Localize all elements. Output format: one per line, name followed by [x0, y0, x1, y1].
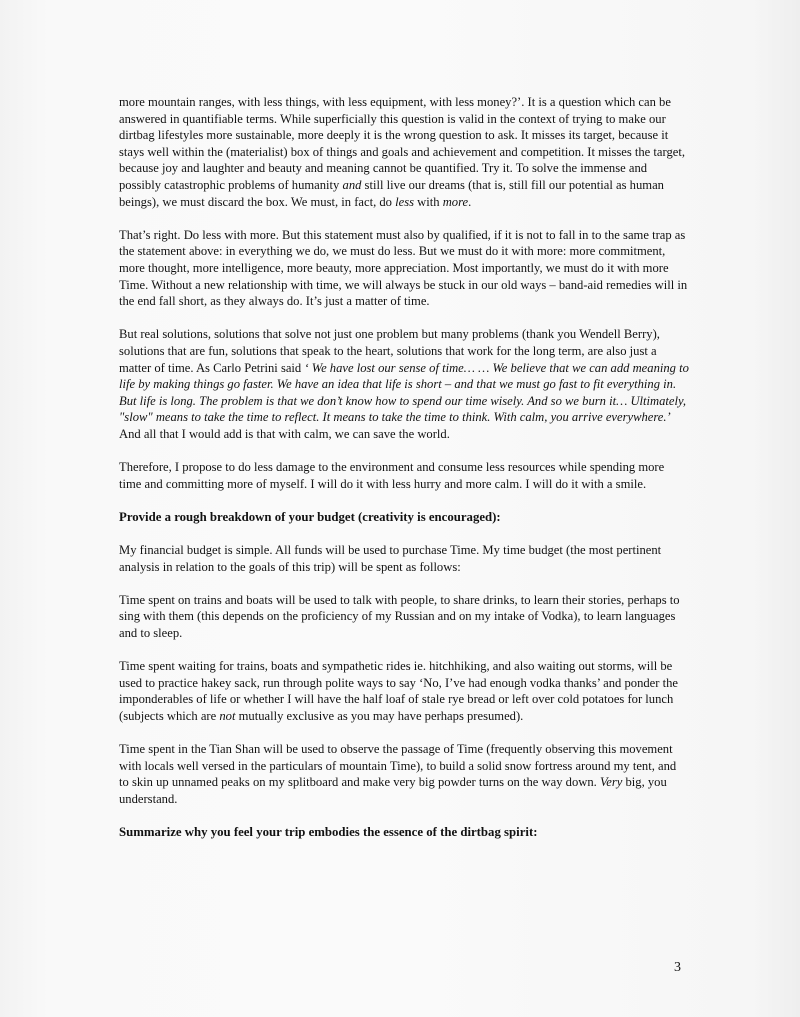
paragraph — [119, 94, 689, 210]
text-run: That’s right. Do less with more. But this statement must also by qualified, if it is not to fall in to the same trap as the statement above: in everything we do, we must do less. But we must do it with more: more commitment, more thought, more intelligence, more beauty, more appreciation. Most importantly, we must do it with more Time. Without a new relationship with time, we will always be stuck in our old ways – band-aid remedies will in the end fall short, as they always do. It’s just a matter of time. — [119, 227, 688, 309]
text-run: more mountain ranges, with less things, with less equipment, with less money?’. It is a question which can be answered in quantifiable terms. While superficially this question is valid in the context of trying to make our dirtbag lifestyles more sustainable, more deeply it is the wrong question to ask. It misses its target, because it stays well within the (materialist) box of things and goals and achievement and competition. It misses the target, because joy and laughter and beauty and meaning cannot be quantified. Try it. To solve the immense and possibly catastrophic problems of humanity — [119, 95, 686, 192]
text-run: mutually exclusive as you may have perhaps presumed). — [235, 708, 524, 723]
paragraph — [119, 741, 689, 807]
text-run: big, you understand. — [119, 775, 667, 806]
italic-quote: ‘ We have lost our sense of time… … We believe that we can add meaning to life by making things go faster. We have an idea that life is short – and that we must go fast to fit everything in. But life is long. The problem is that we don’t know how to spend our time wisely. And so we burn it… Ultimately, "slow" means to take the time to reflect. It means to take the time to think. With calm, you arrive everywhere.’ — [119, 360, 689, 425]
document-body — [119, 94, 689, 857]
page-number: 3 — [674, 960, 681, 975]
paragraph — [119, 592, 689, 642]
paragraph — [119, 227, 689, 310]
heading-text: Summarize why you feel your trip embodies the essence of the dirtbag spirit: — [119, 825, 538, 840]
italic-run: more — [442, 194, 469, 209]
heading-text: Provide a rough breakdown of your budget (creativity is encouraged): — [119, 509, 501, 524]
paragraph — [119, 542, 689, 575]
section-heading-dirtbag-spirit — [119, 824, 689, 841]
text-run: My financial budget is simple. All funds will be used to purchase Time. My time budget (the most pertinent analysis in relation to the goals of this trip) will be spent as follows: — [119, 543, 662, 574]
text-run: with — [414, 194, 443, 209]
text-run: Time spent waiting for trains, boats and sympathetic rides ie. hitchhiking, and also waiting out storms, will be used to practice hakey sack, run through polite ways to say ‘No, I’ve had enough vodka thanks’ and ponder the imponderables of life or whether I will have the half loaf of stale rye bread or left over cold potatoes for lunch (subjects which are — [119, 659, 678, 723]
text-run: . — [468, 194, 472, 209]
text-run: Time spent in the Tian Shan will be used to observe the passage of Time (frequently observing this movement with locals well versed in the particulars of mountain Time), to build a solid snow fortress around my tent, and to skin up unnamed peaks on my splitboard and make very big powder turns on the way down. — [119, 742, 677, 790]
text-run: But real solutions, solutions that solve not just one problem but many problems (thank you Wendell Berry), solutions that are fun, solutions that speak to the heart, solutions that work for the long term, are also just a matter of time. As Carlo Petrini said — [119, 327, 660, 375]
text-run: still live our dreams (that is, still fill our potential as human beings), we must discard the box. We must, in fact, do — [119, 177, 664, 209]
italic-run: and — [342, 177, 362, 192]
italic-run: Very — [599, 775, 623, 790]
text-run: Time spent on trains and boats will be used to talk with people, to share drinks, to learn their stories, perhaps to sing with them (this depends on the proficiency of my Russian and on my intake of Vodka), to learn languages and to sleep. — [119, 592, 680, 640]
italic-run: not — [219, 708, 236, 723]
paragraph — [119, 658, 689, 724]
text-run: And all that I would add is that with calm, we can save the world. — [119, 426, 450, 441]
paragraph — [119, 459, 689, 492]
section-heading-budget — [119, 509, 689, 526]
italic-run: less — [395, 194, 415, 209]
paragraph — [119, 326, 689, 442]
text-run: Therefore, I propose to do less damage to the environment and consume less resources while spending more time and committing more of myself. I will do it with less hurry and more calm. I will do it with a smile. — [119, 460, 665, 491]
